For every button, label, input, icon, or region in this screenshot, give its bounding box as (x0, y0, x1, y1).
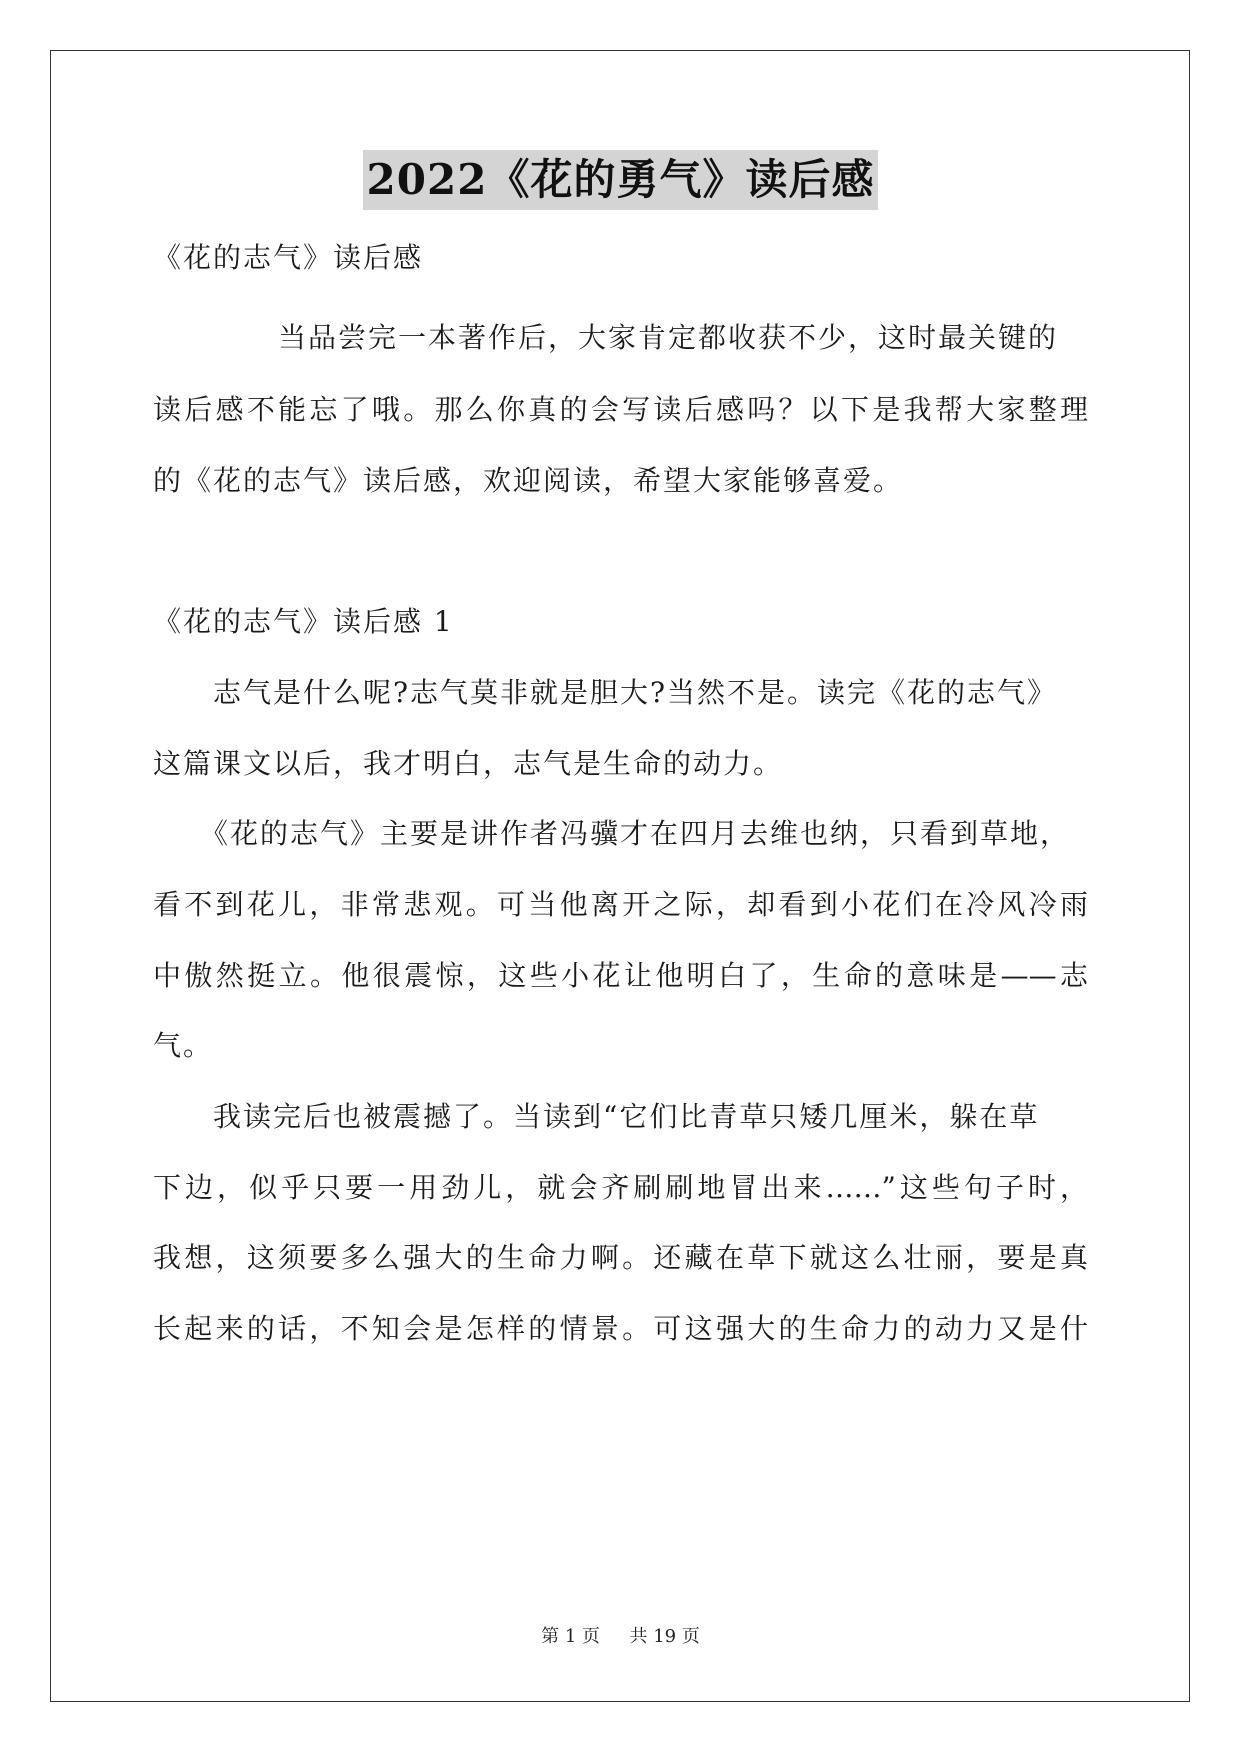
document-title: 2022《花的勇气》读后感 (363, 150, 879, 210)
paragraph-line: 看不到花儿，非常悲观。可当他离开之际，却看到小花们在冷风冷雨 (153, 888, 1088, 921)
page-total: 共 19 页 (629, 1626, 700, 1647)
paragraph-line: 志气是什么呢?志气莫非就是胆大?当然不是。读完《花的志气》 (213, 676, 1058, 709)
page-border (50, 50, 1190, 1702)
page-footer (0, 1625, 1241, 1649)
page-number: 第 1 页 (541, 1626, 601, 1647)
section-heading: 《花的志气》读后感 (153, 241, 424, 274)
paragraph-line: 我读完后也被震撼了。当读到“它们比青草只矮几厘米，躲在草 (213, 1100, 1040, 1133)
paragraph-line: 当品尝完一本著作后，大家肯定都收获不少，这时最关键的 (278, 321, 1059, 354)
paragraph-line: 的《花的志气》读后感，欢迎阅读，希望大家能够喜爱。 (153, 464, 904, 497)
paragraph-line: 下边，似乎只要一用劲儿，就会齐刷刷地冒出来……”这些句子时， (153, 1171, 1088, 1204)
paragraph-line: 这篇课文以后，我才明白，志气是生命的动力。 (153, 747, 784, 780)
paragraph-line: 气。 (153, 1029, 214, 1062)
paragraph-line: 《花的志气》主要是讲作者冯骥才在四月去维也纳，只看到草地， (200, 817, 1071, 850)
title-container (0, 150, 1241, 210)
section-heading: 《花的志气》读后感 1 (153, 605, 454, 638)
paragraph-line: 长起来的话，不知会是怎样的情景。可这强大的生命力的动力又是什 (153, 1312, 1088, 1345)
paragraph-line: 中傲然挺立。他很震惊，这些小花让他明白了，生命的意味是——志 (153, 959, 1088, 992)
paragraph-line: 读后感不能忘了哦。那么你真的会写读后感吗？以下是我帮大家整理 (153, 393, 1088, 426)
paragraph-line: 我想，这须要多么强大的生命力啊。还藏在草下就这么壮丽，要是真 (153, 1241, 1088, 1274)
